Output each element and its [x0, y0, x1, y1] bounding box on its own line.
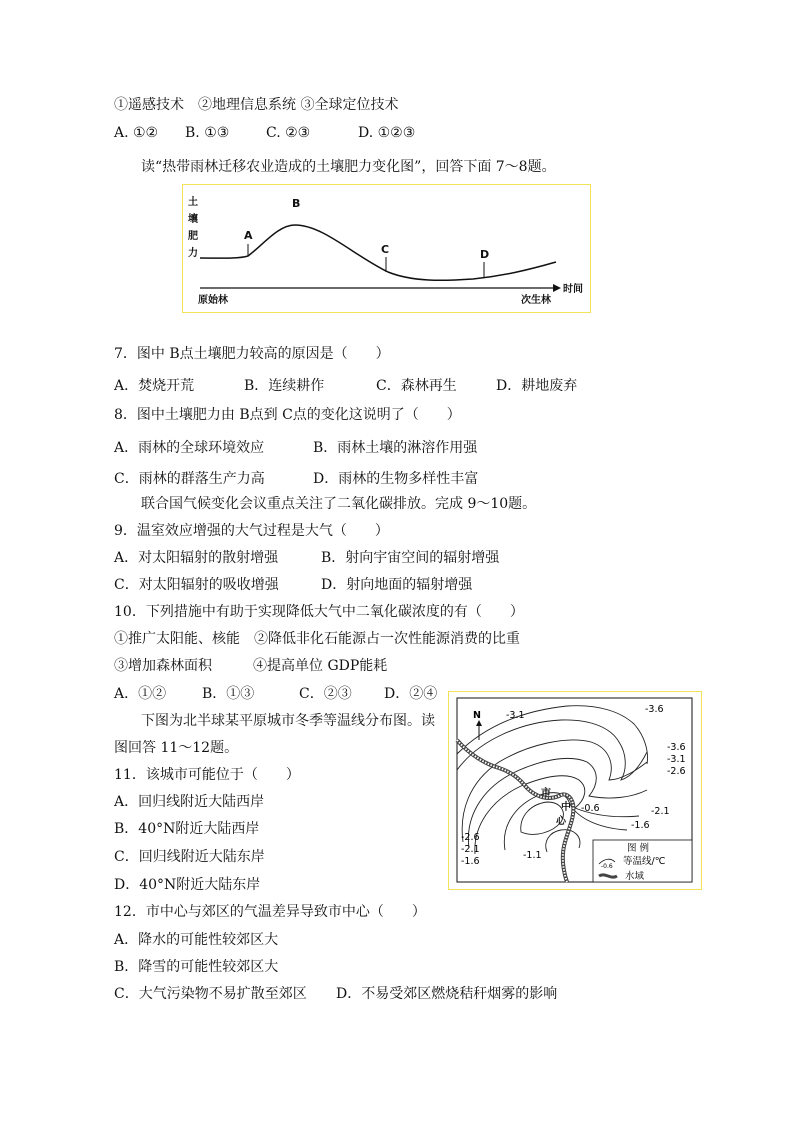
q9-option-b[interactable]: B．射向宇宙空间的辐射增强 — [321, 550, 500, 566]
isotherm-label-right-5: -1.6 — [631, 820, 650, 831]
q12-option-b[interactable]: B．降雪的可能性较郊区大 — [114, 959, 279, 975]
y-label-2: 壤 — [188, 214, 198, 225]
point-c-label: C — [381, 243, 390, 256]
q10-stem: 10．下列措施中有助于实现降低大气中二氧化碳浓度的有（ ） — [114, 604, 524, 620]
x-label-secondary-forest: 次生林 — [521, 295, 551, 306]
isotherm-label-left-2: -2.1 — [461, 844, 480, 855]
q7-stem: 7．图中 B点土壤肥力较高的原因是（ ） — [114, 346, 390, 362]
y-label-4: 力 — [188, 248, 198, 259]
soil-fertility-chart — [183, 185, 589, 311]
q11-option-b[interactable]: B．40°N附近大陆西岸 — [114, 821, 260, 837]
x-label-time: 时间 — [563, 284, 583, 295]
legend-isotherm-label: 等温线/℃ — [623, 856, 666, 867]
y-label-1: 土 — [188, 197, 198, 208]
fertility-curve — [200, 225, 556, 280]
q11-option-a[interactable]: A．回归线附近大陆西岸 — [114, 794, 265, 810]
point-b-label: B — [292, 197, 301, 210]
isotherm-line — [457, 706, 647, 764]
isotherm-line — [462, 740, 647, 842]
point-d-label: D — [480, 248, 490, 261]
q12-choices-row3 — [114, 985, 614, 1003]
q10-statement-4: ④提高单位 GDP能耗 — [253, 658, 388, 674]
x-axis-arrow-icon — [553, 284, 561, 292]
point-a-label: A — [244, 229, 253, 242]
q7-option-c[interactable]: C．森林再生 — [376, 378, 457, 394]
q9-choices-row2 — [114, 576, 614, 594]
isotherm-line — [457, 720, 647, 780]
isotherm-label-top-right: -3.6 — [645, 704, 664, 715]
q11-option-d[interactable]: D．40°N附近大陆东岸 — [114, 877, 261, 893]
q10-option-b[interactable]: B．①③ — [202, 686, 255, 702]
q7-option-a[interactable]: A．焚烧开荒 — [114, 378, 195, 394]
soil-fertility-figure — [182, 184, 591, 313]
q9-option-a[interactable]: A．对太阳辐射的散射增强 — [114, 550, 279, 566]
intro-q9-10: 联合国气候变化会议重点关注了二氧化碳排放。完成 9～10题。 — [141, 496, 537, 512]
q8-option-c[interactable]: C．雨林的群落生产力高 — [114, 471, 265, 487]
q6-option-d[interactable]: D. ①②③ — [358, 125, 416, 141]
intro-q11-12-b: 图回答 11～12题。 — [114, 740, 239, 756]
q6-options-statement: ①遥感技术 ②地理信息系统 ③全球定位技术 — [114, 97, 399, 113]
legend-water-label: 水域 — [625, 871, 645, 882]
q11-stem: 11．该城市可能位于（ ） — [114, 767, 300, 783]
q10-option-c[interactable]: C．②③ — [299, 686, 352, 702]
q6-choices — [114, 124, 416, 142]
q6-option-c[interactable]: C. ②③ — [266, 125, 311, 141]
q7-option-b[interactable]: B．连续耕作 — [244, 378, 325, 394]
intro-q11-12-a: 下图为北半球某平原城市冬季等温线分布图。读 — [141, 713, 435, 729]
isotherm-label-left-1: -2.6 — [461, 832, 480, 843]
isotherm-label-right-3: -2.6 — [667, 766, 686, 777]
isotherm-map-figure — [448, 691, 702, 890]
q9-option-d[interactable]: D．射向地面的辐射增强 — [321, 577, 473, 593]
q12-stem: 12．市中心与郊区的气温差异导致市中心（ ） — [114, 904, 426, 920]
q6-option-b[interactable]: B. ①③ — [185, 125, 230, 141]
isotherm-label-right-2: -3.1 — [667, 754, 686, 765]
q10-statements-1: ①推广太阳能、核能 ②降低非化石能源占一次性能源消费的比重 — [114, 631, 520, 647]
q9-stem: 9．温室效应增强的大气过程是大气（ ） — [114, 523, 389, 539]
isotherm-label-right-1: -3.6 — [667, 742, 686, 753]
isotherm-label-top-left: -3.1 — [506, 710, 525, 721]
x-label-primary-forest: 原始林 — [198, 295, 228, 306]
q10-choices — [114, 685, 444, 703]
city-char-2: 中 — [561, 802, 571, 813]
q8-stem: 8．图中土壤肥力由 B点到 C点的变化这说明了（ ） — [114, 407, 461, 423]
isotherm-label-left-3: -1.6 — [461, 856, 480, 867]
q12-option-a[interactable]: A．降水的可能性较郊区大 — [114, 932, 279, 948]
intro-q7-8: 读“热带雨林迁移农业造成的土壤肥力变化图”，回答下面 7～8题。 — [141, 159, 556, 175]
q7-option-d[interactable]: D．耕地废弃 — [496, 378, 578, 394]
north-label: N — [473, 710, 481, 721]
q8-option-d[interactable]: D．雨林的生物多样性丰富 — [313, 471, 479, 487]
y-label-3: 肥 — [188, 231, 198, 242]
isotherm-label-bottom: -1.1 — [523, 850, 542, 861]
q12-option-c[interactable]: C．大气污染物不易扩散至郊区 — [114, 986, 307, 1002]
q10-statements-2 — [114, 657, 514, 675]
q10-statement-3: ③增加森林面积 — [114, 658, 212, 674]
q10-option-d[interactable]: D．②④ — [384, 686, 438, 702]
isotherm-label-right-4: -2.1 — [651, 806, 670, 817]
q9-choices-row1 — [114, 549, 614, 567]
legend-title: 图 例 — [627, 843, 650, 854]
q8-option-b[interactable]: B．雨林土壤的淋溶作用强 — [313, 440, 478, 456]
q12-option-d[interactable]: D．不易受郊区燃烧秸秆烟雾的影响 — [336, 986, 558, 1002]
city-char-3: 心 — [556, 816, 566, 827]
isotherm-map — [449, 692, 700, 888]
q6-option-a[interactable]: A. ①② — [114, 125, 159, 141]
q8-choices-row2 — [114, 470, 614, 488]
q9-option-c[interactable]: C．对太阳辐射的吸收增强 — [114, 577, 279, 593]
city-char-1: 市 — [541, 788, 551, 799]
q11-option-c[interactable]: C．回归线附近大陆东岸 — [114, 849, 265, 865]
q10-option-a[interactable]: A．①② — [114, 686, 167, 702]
q7-choices — [114, 377, 614, 395]
q8-choices-row1 — [114, 439, 614, 457]
legend-sample-value: -0.6 — [601, 863, 613, 870]
q8-option-a[interactable]: A．雨林的全球环境效应 — [114, 440, 265, 456]
isotherm-label-center: -0.6 — [581, 803, 600, 814]
